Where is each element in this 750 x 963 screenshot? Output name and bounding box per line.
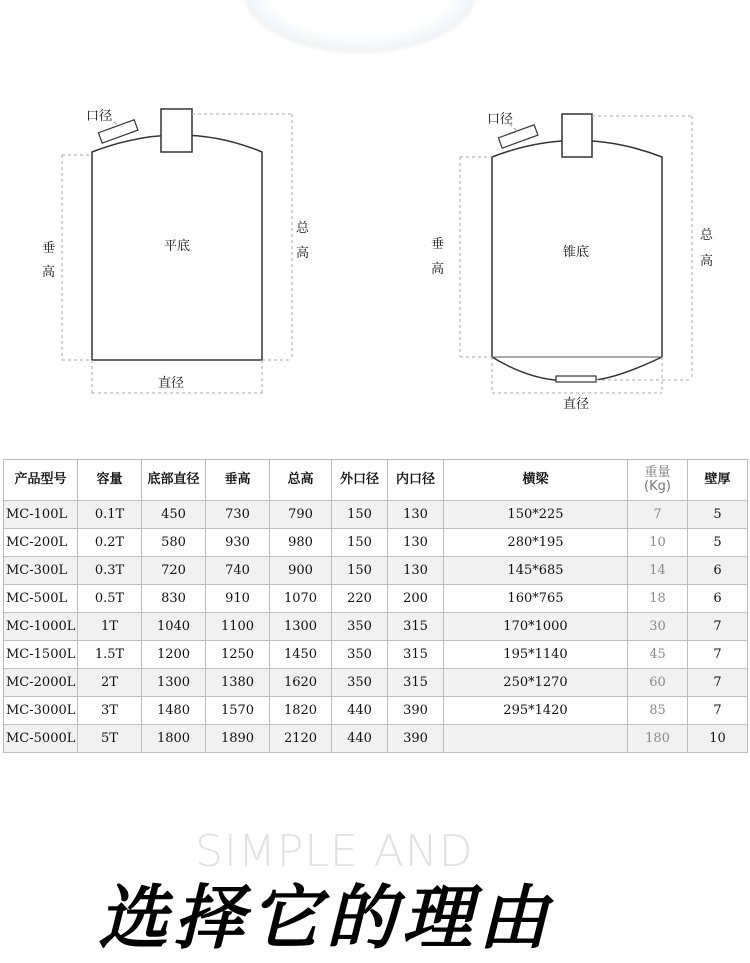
cell-vertical-height: 1380	[206, 669, 270, 697]
spec-table	[3, 459, 748, 753]
cone-mouth-label: 口径	[487, 112, 514, 127]
table-row	[4, 501, 748, 529]
cell-weight: 10	[628, 529, 688, 557]
header-weight-label: 重量	[644, 465, 671, 480]
table-row	[4, 585, 748, 613]
cell-wall-thickness: 5	[688, 529, 748, 557]
cell-weight: 7	[628, 501, 688, 529]
flat-bottom-tank-diagram	[42, 109, 310, 393]
cell-inner-mouth: 315	[388, 613, 444, 641]
cell-wall-thickness: 10	[688, 725, 748, 753]
cell-bottom-diameter: 1480	[142, 697, 206, 725]
cell-outer-mouth: 150	[332, 529, 388, 557]
cell-model: MC-1000L	[4, 613, 78, 641]
cell-model: MC-1500L	[4, 641, 78, 669]
cell-vertical-height: 1570	[206, 697, 270, 725]
cell-beam: 160*765	[444, 585, 628, 613]
headline: 选择它的理由	[98, 877, 554, 959]
cell-model: MC-3000L	[4, 697, 78, 725]
cell-weight: 85	[628, 697, 688, 725]
flat-tank-top-port	[161, 109, 192, 152]
header-bottom-diameter: 底部直径	[142, 460, 206, 501]
cell-capacity: 0.3T	[78, 557, 142, 585]
cell-outer-mouth: 350	[332, 613, 388, 641]
table-row	[4, 669, 748, 697]
cell-total-height: 900	[270, 557, 332, 585]
cell-capacity: 1T	[78, 613, 142, 641]
cell-beam: 195*1140	[444, 641, 628, 669]
table-body	[4, 501, 748, 753]
cell-weight: 60	[628, 669, 688, 697]
cell-inner-mouth: 315	[388, 669, 444, 697]
cone-theight-label-1: 总	[700, 228, 714, 243]
cell-vertical-height: 740	[206, 557, 270, 585]
cell-bottom-diameter: 830	[142, 585, 206, 613]
cell-total-height: 1820	[270, 697, 332, 725]
cell-capacity: 0.1T	[78, 501, 142, 529]
cell-inner-mouth: 390	[388, 697, 444, 725]
cell-vertical-height: 930	[206, 529, 270, 557]
cell-capacity: 1.5T	[78, 641, 142, 669]
cell-outer-mouth: 150	[332, 501, 388, 529]
cell-beam: 145*685	[444, 557, 628, 585]
header-inner-mouth: 内口径	[388, 460, 444, 501]
cone-vheight-label-2: 高	[431, 262, 445, 277]
cell-outer-mouth: 440	[332, 725, 388, 753]
cell-outer-mouth: 350	[332, 641, 388, 669]
cell-weight: 14	[628, 557, 688, 585]
table-row	[4, 697, 748, 725]
cell-bottom-diameter: 1800	[142, 725, 206, 753]
cell-vertical-height: 1100	[206, 613, 270, 641]
cell-model: MC-300L	[4, 557, 78, 585]
cone-bottom-tank-diagram	[431, 112, 714, 412]
cell-inner-mouth: 130	[388, 557, 444, 585]
cell-beam: 150*225	[444, 501, 628, 529]
cell-bottom-diameter: 1040	[142, 613, 206, 641]
cell-model: MC-2000L	[4, 669, 78, 697]
cone-tank-outline	[492, 141, 662, 381]
header-beam: 横梁	[444, 460, 628, 501]
cell-wall-thickness: 7	[688, 697, 748, 725]
cone-vheight-label-1: 垂	[431, 237, 445, 252]
cell-beam: 295*1420	[444, 697, 628, 725]
cell-capacity: 0.2T	[78, 529, 142, 557]
flat-vheight-label-1: 垂	[42, 241, 56, 256]
cell-vertical-height: 910	[206, 585, 270, 613]
cell-capacity: 5T	[78, 725, 142, 753]
flat-theight-label-1: 总	[296, 221, 310, 236]
cell-wall-thickness: 5	[688, 501, 748, 529]
header-weight-unit: (Kg)	[644, 479, 671, 494]
cell-weight: 30	[628, 613, 688, 641]
cell-vertical-height: 1890	[206, 725, 270, 753]
cell-vertical-height: 730	[206, 501, 270, 529]
cell-wall-thickness: 6	[688, 557, 748, 585]
cell-bottom-diameter: 450	[142, 501, 206, 529]
table-row	[4, 557, 748, 585]
cone-diameter-label: 直径	[563, 397, 590, 412]
header-vertical-height: 垂高	[206, 460, 270, 501]
cell-wall-thickness: 6	[688, 585, 748, 613]
table-row	[4, 641, 748, 669]
cell-wall-thickness: 7	[688, 613, 748, 641]
flat-theight-label-2: 高	[296, 246, 310, 261]
header-model: 产品型号	[4, 460, 78, 501]
flat-mouth-label: 口径	[86, 109, 113, 124]
cell-total-height: 1450	[270, 641, 332, 669]
cell-outer-mouth: 150	[332, 557, 388, 585]
cell-outer-mouth: 350	[332, 669, 388, 697]
background-text: SIMPLE AND	[195, 826, 474, 877]
cell-wall-thickness: 7	[688, 641, 748, 669]
flat-diameter-label: 直径	[158, 376, 185, 391]
table-row	[4, 725, 748, 753]
cell-capacity: 0.5T	[78, 585, 142, 613]
table-header-row	[4, 460, 748, 501]
table-row	[4, 529, 748, 557]
header-total-height: 总高	[270, 460, 332, 501]
tank-diagrams	[0, 0, 750, 430]
cone-tank-outlet	[556, 376, 596, 382]
cell-wall-thickness: 7	[688, 669, 748, 697]
cell-inner-mouth: 130	[388, 501, 444, 529]
cell-capacity: 3T	[78, 697, 142, 725]
header-capacity: 容量	[78, 460, 142, 501]
flat-vheight-label-2: 高	[42, 265, 56, 280]
cell-bottom-diameter: 1200	[142, 641, 206, 669]
cell-vertical-height: 1250	[206, 641, 270, 669]
cell-weight: 180	[628, 725, 688, 753]
cell-model: MC-500L	[4, 585, 78, 613]
cell-outer-mouth: 440	[332, 697, 388, 725]
cell-weight: 18	[628, 585, 688, 613]
cone-theight-label-2: 高	[700, 254, 714, 269]
cell-total-height: 980	[270, 529, 332, 557]
cell-bottom-diameter: 580	[142, 529, 206, 557]
cell-weight: 45	[628, 641, 688, 669]
cell-total-height: 1300	[270, 613, 332, 641]
cell-total-height: 1070	[270, 585, 332, 613]
cell-model: MC-100L	[4, 501, 78, 529]
cell-bottom-diameter: 720	[142, 557, 206, 585]
cone-tank-top-port	[562, 114, 592, 157]
cell-total-height: 790	[270, 501, 332, 529]
cell-beam: 280*195	[444, 529, 628, 557]
cell-beam	[444, 725, 628, 753]
cell-total-height: 2120	[270, 725, 332, 753]
cell-inner-mouth: 390	[388, 725, 444, 753]
cell-outer-mouth: 220	[332, 585, 388, 613]
cell-beam: 250*1270	[444, 669, 628, 697]
cell-model: MC-5000L	[4, 725, 78, 753]
cell-inner-mouth: 315	[388, 641, 444, 669]
table-row	[4, 613, 748, 641]
header-outer-mouth: 外口径	[332, 460, 388, 501]
cell-inner-mouth: 130	[388, 529, 444, 557]
cell-beam: 170*1000	[444, 613, 628, 641]
cone-bottom-type-label: 锥底	[563, 245, 590, 260]
header-wall-thickness: 壁厚	[688, 460, 748, 501]
cell-capacity: 2T	[78, 669, 142, 697]
flat-bottom-type-label: 平底	[164, 239, 191, 254]
cell-model: MC-200L	[4, 529, 78, 557]
header-weight	[628, 460, 688, 501]
cell-inner-mouth: 200	[388, 585, 444, 613]
cell-total-height: 1620	[270, 669, 332, 697]
cell-bottom-diameter: 1300	[142, 669, 206, 697]
